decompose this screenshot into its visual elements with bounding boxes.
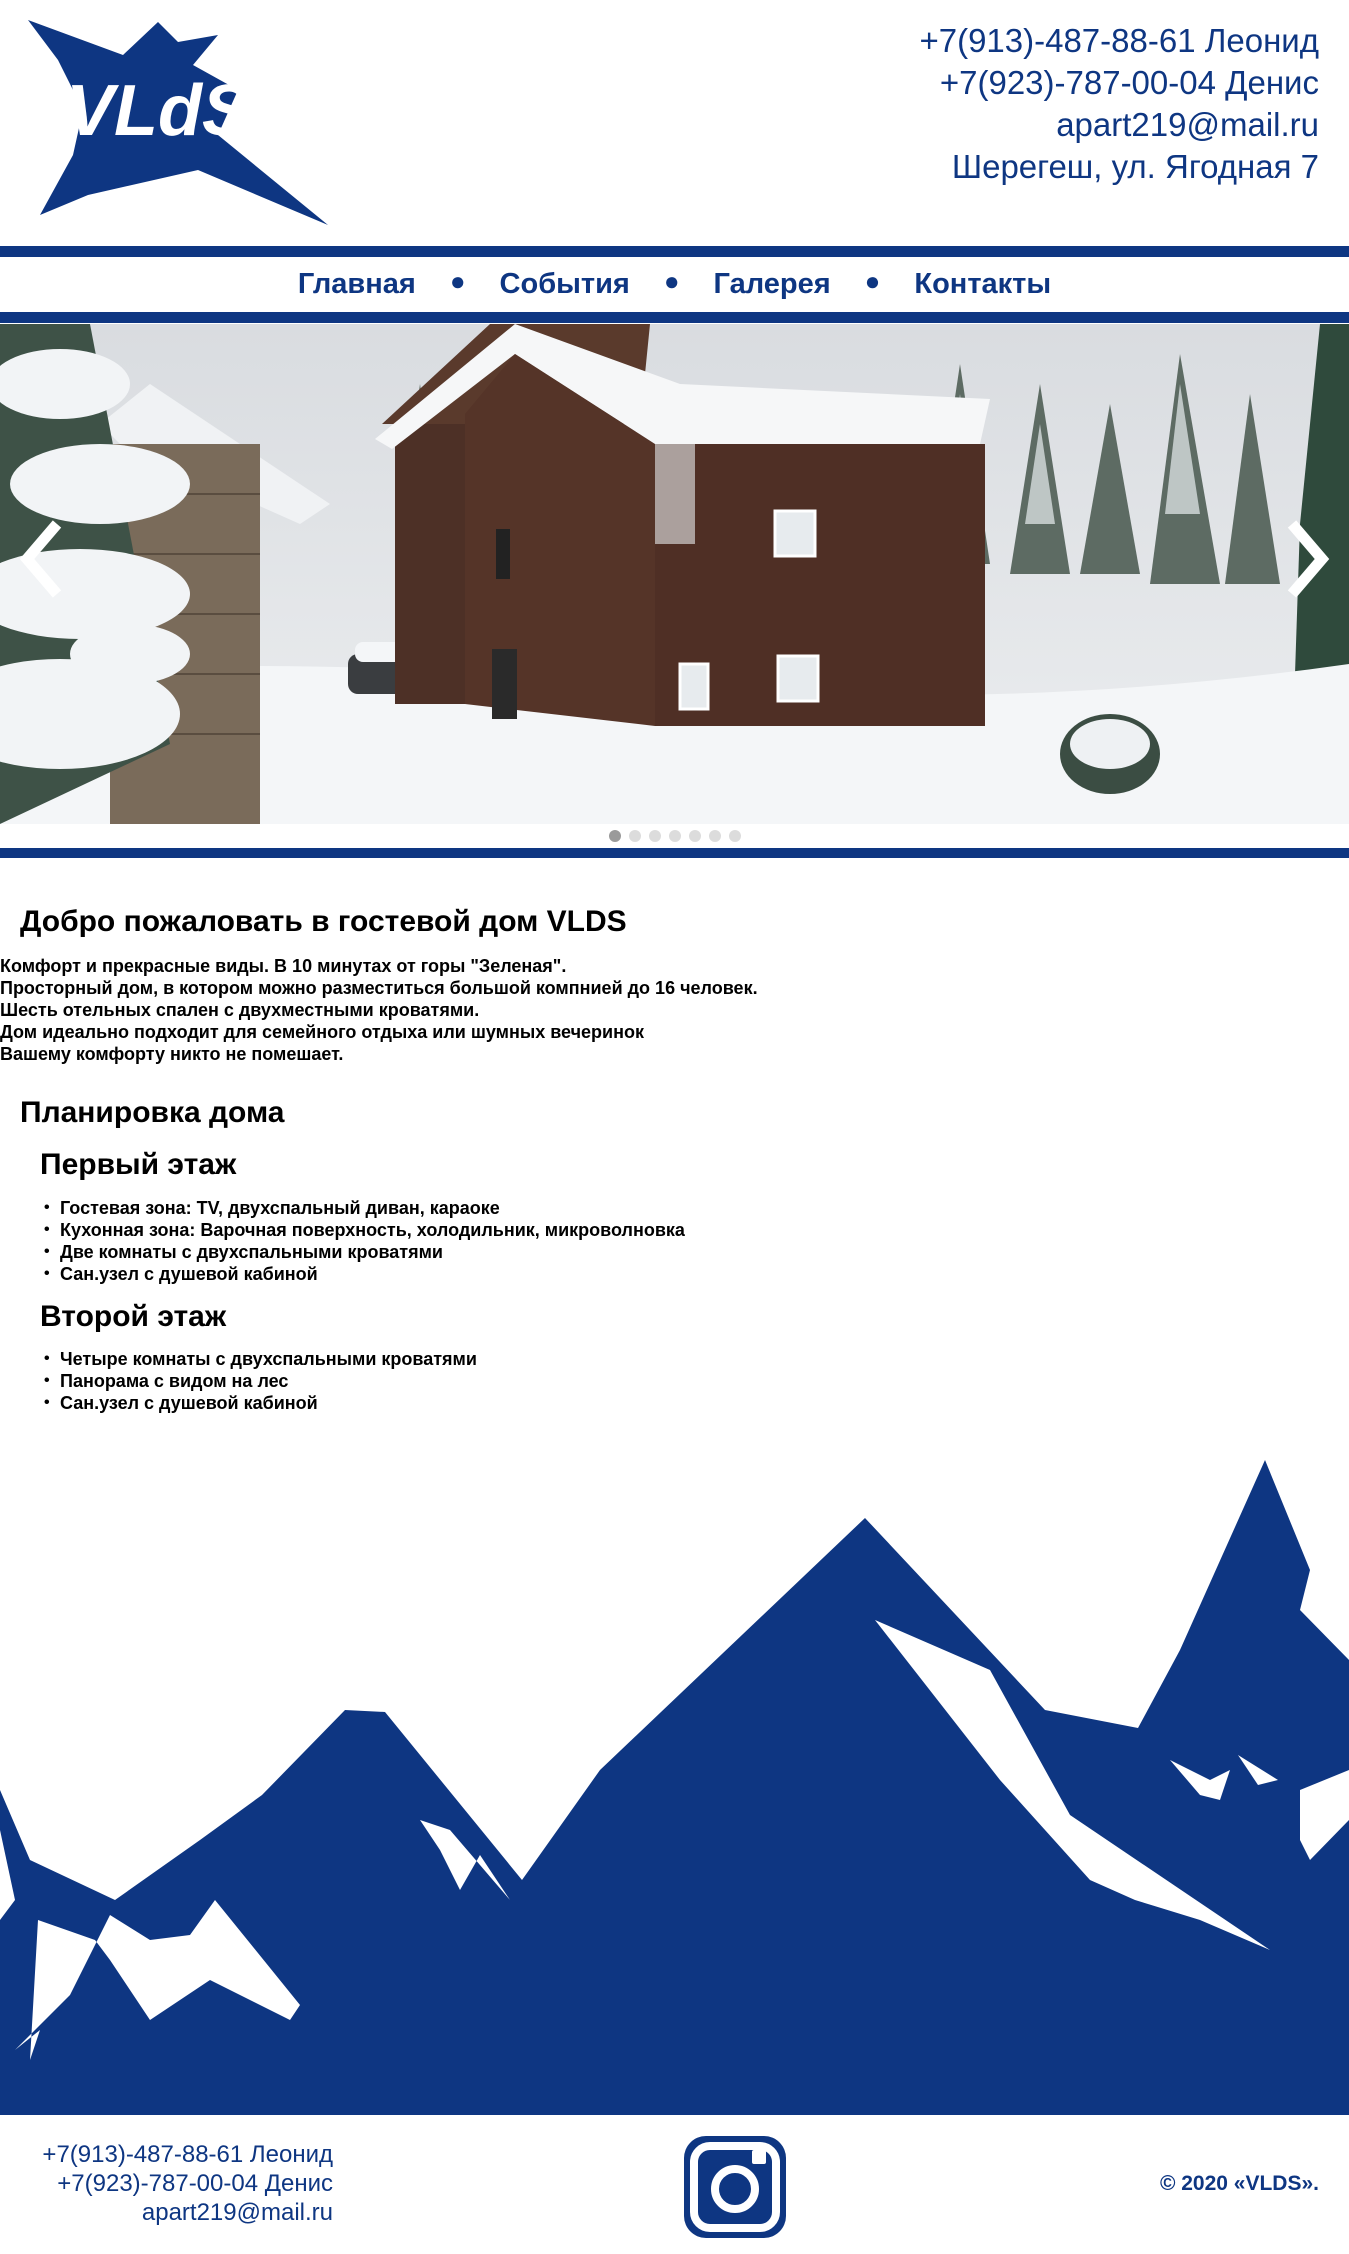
nav-divider-bottom	[0, 312, 1349, 323]
intro-line: Просторный дом, в котором можно разместиться большой компнией до 16 человек.	[0, 978, 758, 998]
chevron-right-icon[interactable]	[1277, 514, 1337, 604]
slider-divider	[0, 848, 1349, 858]
list-item: • Панорама с видом на лес	[40, 1370, 477, 1392]
slider-dot[interactable]	[729, 830, 741, 842]
intro-line: Дом идеально подходит для семейного отдыха или шумных вечеринок	[0, 1022, 644, 1042]
phone-denis[interactable]: +7(923)-787-00-04 Денис	[939, 64, 1319, 101]
slider-dot[interactable]	[629, 830, 641, 842]
nav-separator: ●	[663, 265, 680, 296]
nav-item-gallery[interactable]: Галерея	[713, 267, 831, 300]
page-title: Добро пожаловать в гостевой дом VLDS	[20, 905, 627, 938]
copyright-text: © 2020 «VLDS».	[1159, 2172, 1319, 2195]
list-item: • Четыре комнаты с двухспальными кроватями	[40, 1348, 477, 1370]
nav-item-home[interactable]: Главная	[297, 267, 416, 300]
floor2-list	[40, 1348, 477, 1414]
intro-line: Шесть отельных спален с двухместными кроватями.	[0, 1000, 480, 1020]
footer-email-link[interactable]: apart219@mail.ru	[141, 2199, 333, 2226]
phone-leonid[interactable]: +7(913)-487-88-61 Леонид	[919, 22, 1319, 59]
slide-image-house	[0, 324, 1349, 824]
list-item: • Гостевая зона: TV, двухспальный диван, караоке	[40, 1197, 685, 1219]
address: Шерегеш, ул. Ягодная 7	[951, 148, 1319, 185]
floor1-title: Первый этаж	[40, 1148, 237, 1181]
floor1-list	[40, 1197, 685, 1285]
intro-line: Вашему комфорту никто не помешает.	[0, 1044, 344, 1064]
header-contacts	[919, 20, 1319, 188]
slider-dot[interactable]	[609, 830, 621, 842]
slider-dot[interactable]	[689, 830, 701, 842]
svg-text:VLdS: VLdS	[66, 71, 251, 151]
footer-contacts	[30, 2140, 333, 2227]
image-slider[interactable]	[0, 324, 1349, 824]
footer-phone-denis[interactable]: +7(923)-787-00-04 Денис	[57, 2170, 333, 2197]
nav-item-contacts[interactable]: Контакты	[914, 267, 1052, 300]
slider-dot[interactable]	[649, 830, 661, 842]
list-item: • Сан.узел с душевой кабиной	[40, 1263, 685, 1285]
slider-dot[interactable]	[709, 830, 721, 842]
chevron-left-icon[interactable]	[12, 514, 72, 604]
slider-pagination	[0, 830, 1349, 842]
instagram-icon[interactable]	[684, 2136, 786, 2238]
nav-separator: ●	[449, 265, 466, 296]
list-item: • Две комнаты с двухспальными кроватями	[40, 1241, 685, 1263]
intro-line: Комфорт и прекрасные виды. В 10 минутах от горы "Зеленая".	[0, 956, 567, 976]
footer-phone-leonid[interactable]: +7(913)-487-88-61 Леонид	[42, 2141, 333, 2168]
slider-dot[interactable]	[669, 830, 681, 842]
plan-title: Планировка дома	[20, 1096, 285, 1129]
site-header	[0, 0, 1349, 245]
vlds-logo[interactable]	[28, 20, 338, 225]
email-link[interactable]: apart219@mail.ru	[1056, 106, 1319, 143]
nav-separator: ●	[864, 265, 881, 296]
nav-divider-top	[0, 246, 1349, 257]
floor2-title: Второй этаж	[40, 1300, 227, 1333]
nav-item-events[interactable]: События	[499, 267, 630, 300]
mountains-illustration	[0, 1460, 1349, 2115]
list-item: • Кухонная зона: Варочная поверхность, холодильник, микроволновка	[40, 1219, 685, 1241]
main-nav	[0, 258, 1349, 310]
intro-text	[0, 955, 758, 1065]
list-item: • Сан.узел с душевой кабиной	[40, 1392, 477, 1414]
